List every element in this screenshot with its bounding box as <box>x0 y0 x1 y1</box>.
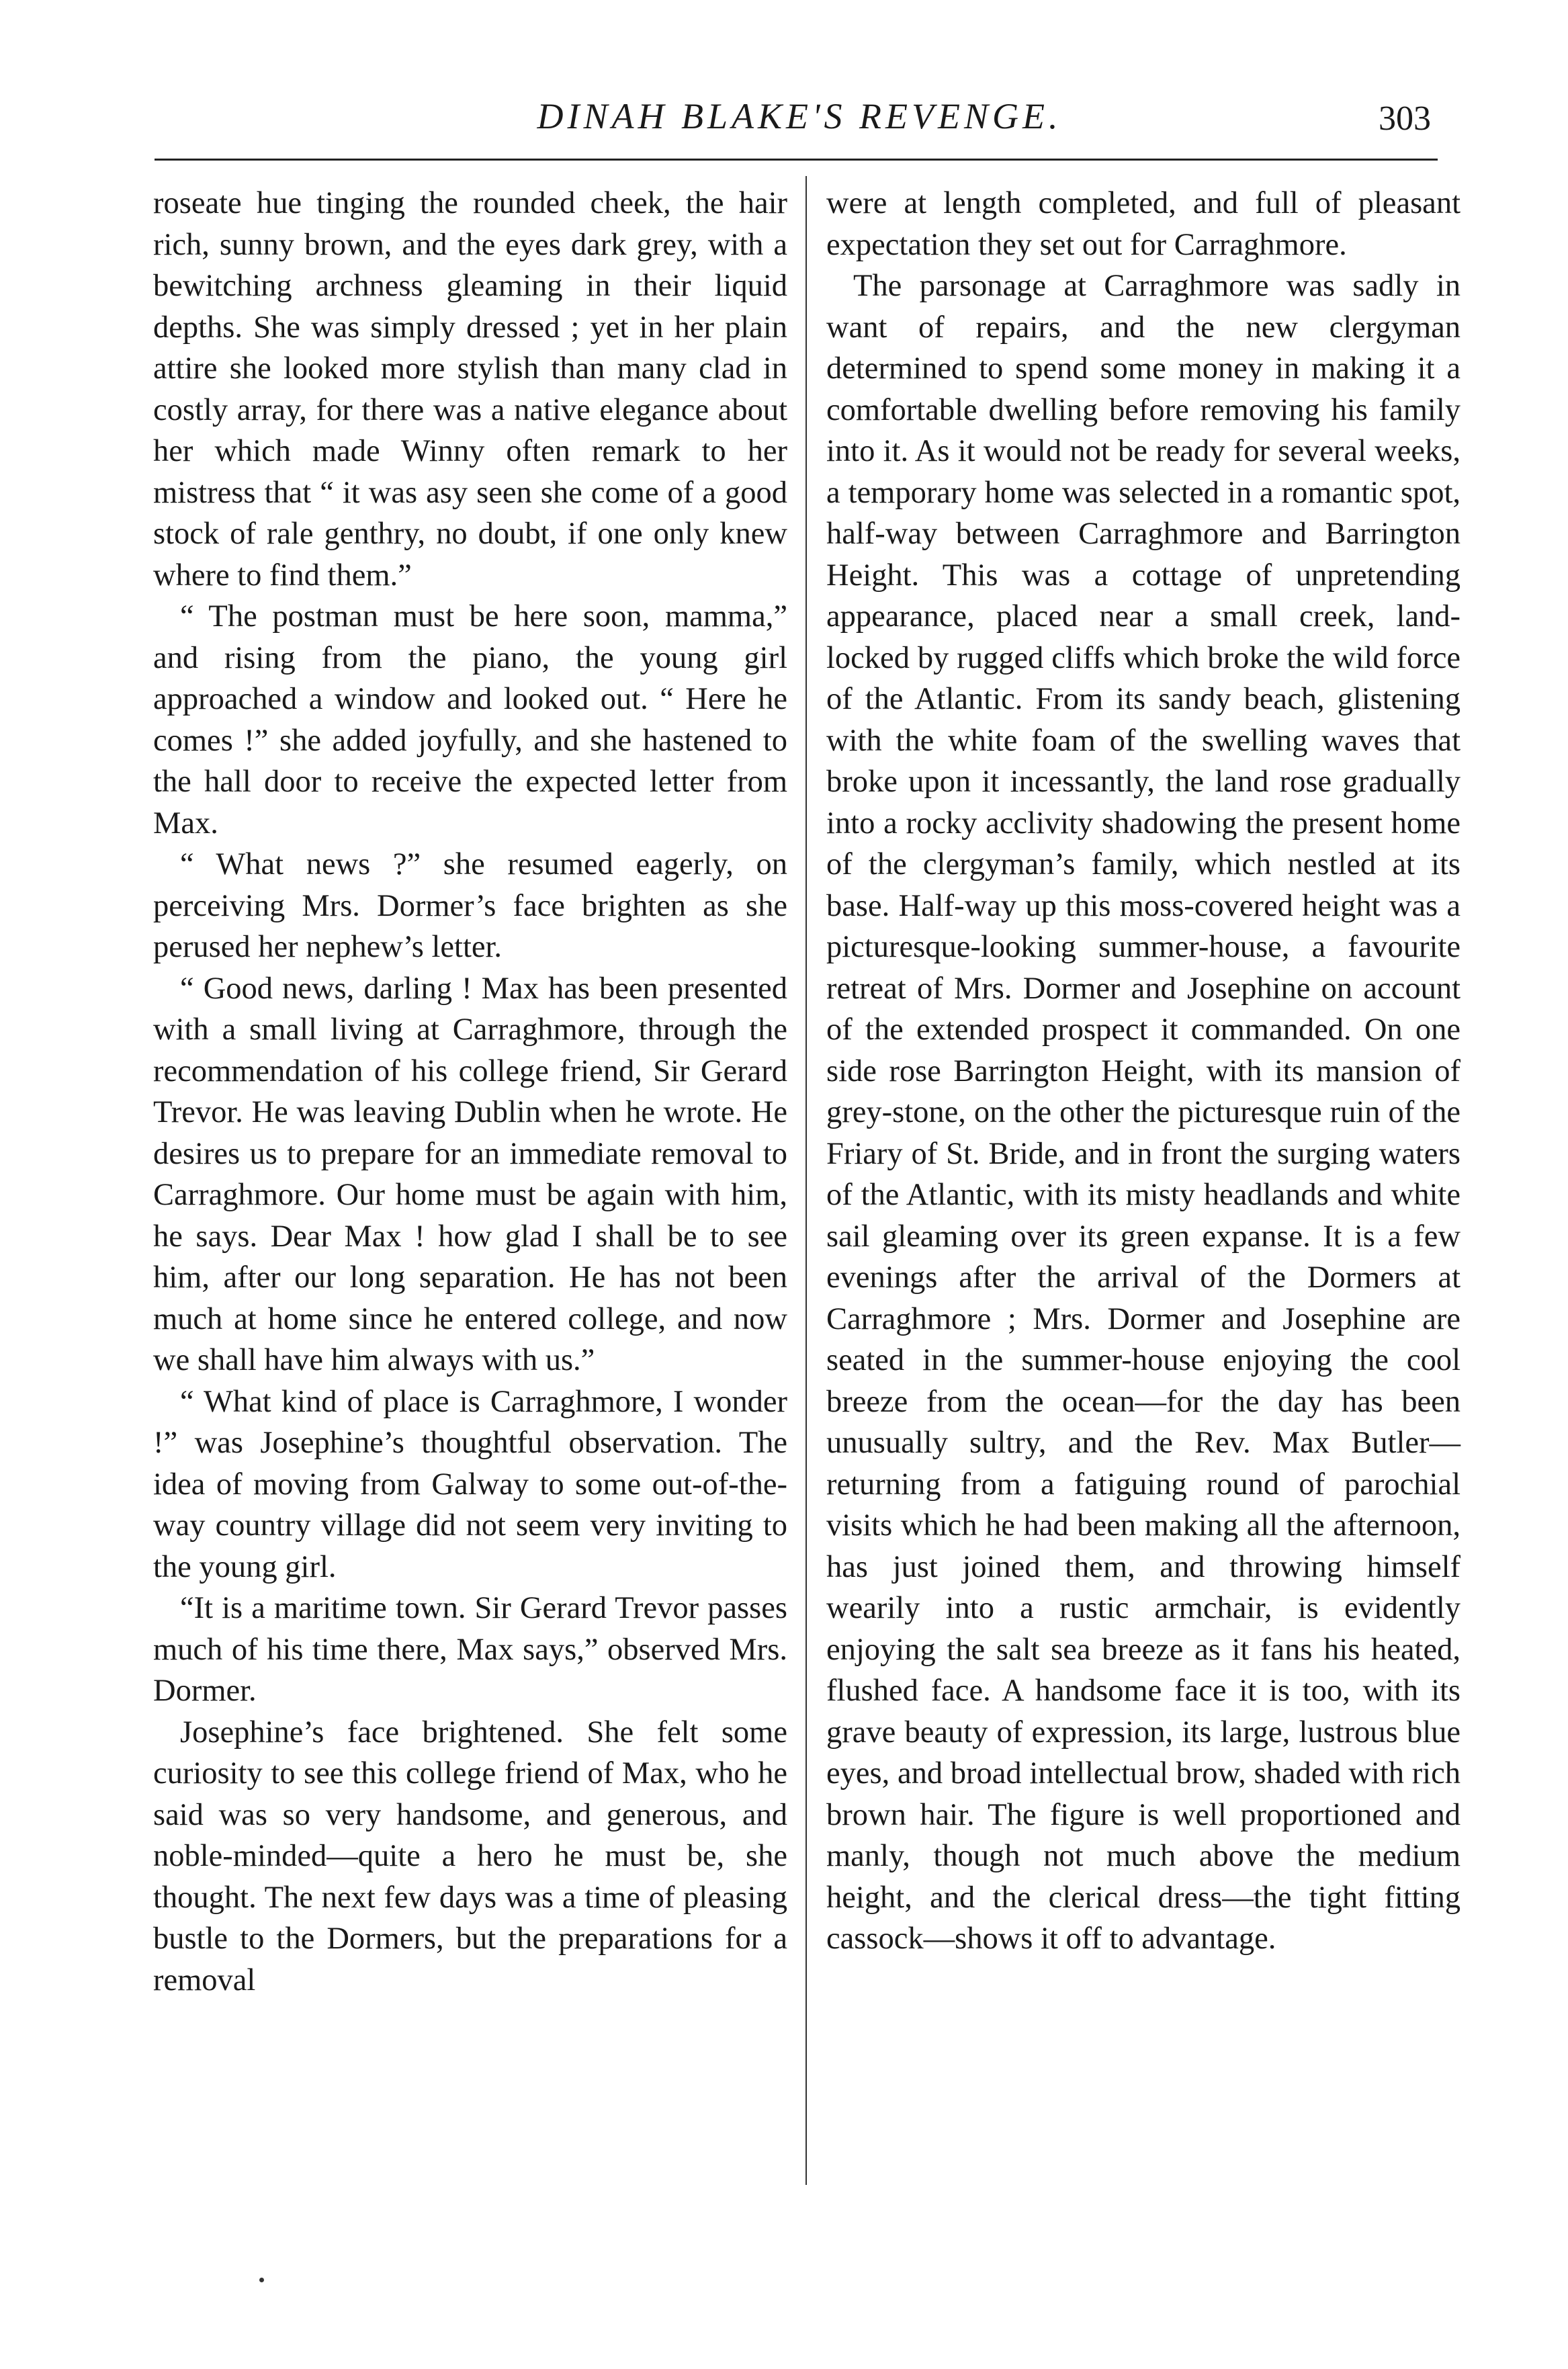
column-divider <box>805 176 807 2185</box>
paragraph: were at length completed, and full of pleasant expectation they set out for Carraghmore. <box>826 186 1461 262</box>
page-number: 303 <box>1379 99 1431 138</box>
paragraph: “ What kind of place is Carraghmore, I wonder !” was Josephine’s thoughtful observation. The idea of moving from Galway to some out-of-the-way country village did not seem very inviting to the young girl. <box>153 1384 787 1584</box>
print-speck <box>259 2278 264 2282</box>
right-column <box>826 183 1461 1960</box>
left-column <box>153 183 787 2001</box>
paragraph: Josephine’s face brightened. She felt some curiosity to see this college friend of Max, who he said was so very handsome, and generous, and noble-minded—quite a hero he must be, she thought. The next few days was a time of pleasing bustle to the Dormers, but the preparations for a removal <box>153 1715 787 1997</box>
paragraph: “ What news ?” she resumed eagerly, on perceiving Mrs. Dormer’s face brighten as she perused her nephew’s letter. <box>153 847 787 964</box>
paragraph: “It is a maritime town. Sir Gerard Trevor passes much of his time there, Max says,” observed Mrs. Dormer. <box>153 1591 787 1708</box>
paragraph: “ The postman must be here soon, mamma,” and rising from the piano, the young girl approached a window and looked out. “ Here he comes !” she added joyfully, and she hastened to the hall door to receive the expected letter from Max. <box>153 599 787 841</box>
running-title: DINAH BLAKE'S REVENGE. <box>537 96 1062 136</box>
paragraph: “ Good news, darling ! Max has been presented with a small living at Carraghmore, through the recommendation of his college friend, Sir Gerard Trevor. He was leaving Dublin when he wrote. He desires us to prepare for an immediate removal to Carraghmore. Our home must be again with him, he says. Dear Max ! how glad I shall be to see him, after our long separation. He has not been much at home since he entered college, and now we shall have him always with us.” <box>153 971 787 1377</box>
header-rule <box>155 159 1438 161</box>
paragraph: roseate hue tinging the rounded cheek, the hair rich, sunny brown, and the eyes dark grey, with a bewitching archness gleaming in their liquid depths. She was simply dressed ; yet in her plain attire she looked more stylish than many clad in costly array, for there was a native elegance about her which made Winny often remark to her mistress that “ it was asy seen she come of a good stock of rale genthry, no doubt, if one only knew where to find them.” <box>153 186 787 593</box>
running-head <box>155 86 1431 146</box>
paragraph: The parsonage at Carraghmore was sadly in want of repairs, and the new clergyman determined to spend some money in making it a comfortable dwelling before removing his family into it. As it would not be ready for several weeks, a temporary home was selected in a romantic spot, half-way between Carraghmore and Barrington Height. This was a cottage of unpretending appearance, placed near a small creek, land-locked by rugged cliffs which broke the wild force of the Atlantic. From its sandy beach, glistening with the white foam of the swelling waves that broke upon it incessantly, the land rose gradually into a rocky acclivity shadowing the present home of the clergyman’s family, which nestled at its base. Half-way up this moss-covered height was a picturesque-looking summer-house, a favourite retreat of Mrs. Dormer and Josephine on account of the extended prospect it commanded. On one side rose Barrington Height, with its mansion of grey-stone, on the other the picturesque ruin of the Friary of St. Bride, and in front the surging waters of the Atlantic, with its misty headlands and white sail gleaming over its green expanse. It is a few evenings after the arrival of the Dormers at Carraghmore ; Mrs. Dormer and Josephine are seated in the summer-house enjoying the cool breeze from the ocean—for the day has been unusually sultry, and the Rev. Max Butler—returning from a fatiguing round of parochial visits which he had been making all the afternoon, has just joined them, and throwing himself wearily into a rustic armchair, is evidently enjoying the salt sea breeze as it fans his heated, flushed face. A handsome face it is too, with its grave beauty of expression, its large, lustrous blue eyes, and broad intellectual brow, shaded with rich brown hair. The figure is well proportioned and manly, though not much above the medium height, and the clerical dress—the tight fitting cassock—shows it off to advantage. <box>826 269 1461 1956</box>
